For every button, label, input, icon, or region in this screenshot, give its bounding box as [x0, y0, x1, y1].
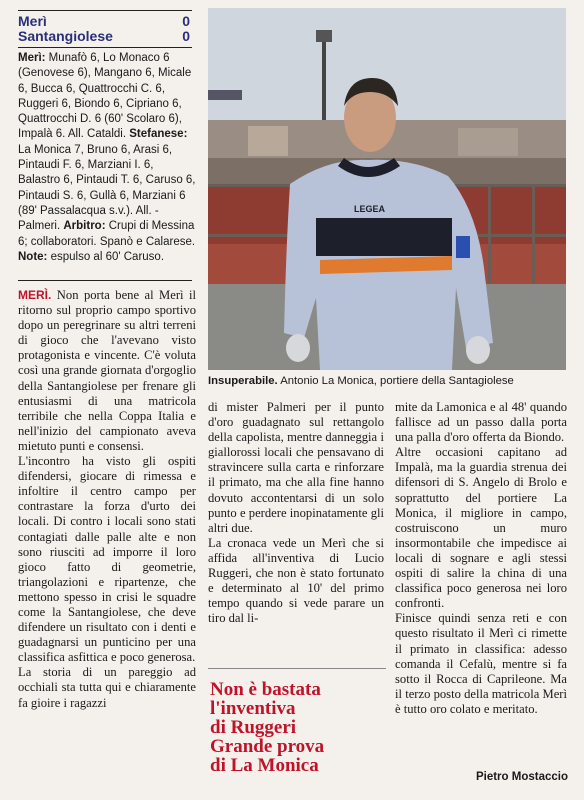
col2-paragraph-2: La cronaca vede un Merì che si affida all'inventiva di Lucio Ruggeri, che non è stato fortunato e determinato al 10' del primo tempo quando si vede parare un tiro dal li- — [208, 535, 384, 626]
stefanese-label: Stefanese: — [129, 128, 188, 141]
lineups-rule — [18, 280, 192, 281]
col1-paragraph-1 — [18, 288, 196, 454]
photo-caption — [208, 374, 573, 388]
lead-word: MERÌ. — [18, 288, 52, 302]
headline-line-3: di Ruggeri — [210, 717, 297, 738]
col3-paragraph-3: Finisce quindi senza reti e con questo risultato il Merì ci rimette il primato in classifica: adesso comanda il Cefalù, mentre si fa sotto il Rocca di Caprileone. Ma il terzo posto della matricola Merì è tutto oro colato e meritato. — [395, 611, 567, 716]
meri-label: Merì: — [18, 52, 46, 64]
score-rule — [18, 47, 192, 48]
meri-lineup: Munafò 6, Lo Monaco 6 (Genovese 6), Mangano 6, Micale 6, Bucca 6, Quattrocchi C. 6, Ruggeri 6, Biondo 6, Cipriano 6, Quattrocchi D. 6 (60' Scolaro 6), Impalà 6. All. Cataldi. — [18, 52, 192, 141]
arbitro-label: Arbitro: — [63, 220, 106, 233]
goalkeeper-photo — [208, 8, 566, 370]
col1-paragraph-2: L'incontro ha visto gli ospiti difendersi, giocare di rimessa e infoltire il centro campo per contrastare la forza d'urto dei locali. Di contro i locali sono stati contagiati dalle palle alte e non sono riusciti ad imporre il loro gioco fatto di geometrie, triangolazioni e ripartenze, che mettono spesso in crisi le squadre come la Santangiolese, che deve difendere un risultato con i denti e guadagnarsi un punticino per una classifica asfittica e poco generosa. — [18, 454, 196, 665]
headline-line-5: di La Monica — [210, 755, 319, 776]
note-label: Note: — [18, 250, 48, 263]
article-column-1 — [18, 288, 196, 711]
top-rule — [18, 10, 192, 11]
home-score: 0 — [182, 13, 190, 29]
article-column-3 — [395, 400, 567, 717]
away-team: Santangiolese — [18, 28, 113, 44]
headline-line-1: Non è bastata — [210, 679, 321, 700]
col2-paragraph-1: di mister Palmeri per il punto d'oro guadagnato sul rettangolo della capolista, mentre danneggia i giallorossi locali che pensavano di stravincere sulla carta e rinforzare il primato, ma che alla fine hanno dovuto accontentarsi di un solo punto e perdere inopinatamente gli altri due. — [208, 400, 384, 535]
article-headline — [210, 680, 395, 775]
stefanese-lineup: La Monica 7, Bruno 6, Arasi 6, Pintaudi F. 6, Marziani I. 6, Balastro 6, Pintaudi T. 6, Caruso 6, Pintaudi S. 6, Gullà 6, Marziani 6 (89' Passalacqua s.v.). All. -Palmeri. — [18, 143, 196, 233]
byline: Pietro Mostaccio — [475, 771, 568, 783]
arbitro-text: Crupi di Messina 6; collaboratori. Spanò e Calarese. — [18, 220, 196, 248]
match-lineups — [18, 51, 196, 265]
away-score: 0 — [182, 28, 190, 44]
col3-paragraph-2: Altre occasioni capitano ad Impalà, ma la guardia strenua dei difensori di S. Angelo di Brolo e soprattutto del portiere La Monica, il migliore in campo, costruiscono un muro insormontabile che impedisce ai locali di sognare e agli stessi ospiti di salire la china di una classifica poco generosa nei loro confronti. — [395, 445, 567, 611]
headline-rule — [208, 668, 386, 669]
col3-paragraph-1: mite da Lamonica e al 48' quando fallisce ad un passo dalla porta una palla d'oro offerta da Biondo. — [395, 400, 567, 445]
jersey-brand: LEGEA — [354, 204, 386, 214]
caption-bold: Insuperabile. — [208, 375, 278, 387]
photo-illustration — [208, 8, 566, 370]
col1-paragraph-3: La storia di un pareggio ad occhiali sta tutta qui e chiaramente fa gioire i ragazzi — [18, 665, 196, 710]
headline-line-2: l'inventiva — [210, 698, 296, 719]
headline-line-4: Grande prova — [210, 736, 325, 757]
col1-p1-text: Non porta bene al Merì il ritorno sul proprio campo sportivo dopo un peregrinare su altri terreni di gioco che l'avevano visto protagonista e vincente. C'è voluta così una grande giornata d'orgoglio della Santangiolese per frenare gli entusiasmi di una matricola terribile che nella Coppa Italia e nell'inizio del campionato aveva mietuto punti e consensi. — [18, 288, 196, 453]
article-column-2 — [208, 400, 384, 626]
home-team: Merì — [18, 13, 47, 29]
note-text: espulso al 60' Caruso. — [47, 250, 165, 263]
caption-text: Antonio La Monica, portiere della Santagiolese — [277, 375, 514, 387]
